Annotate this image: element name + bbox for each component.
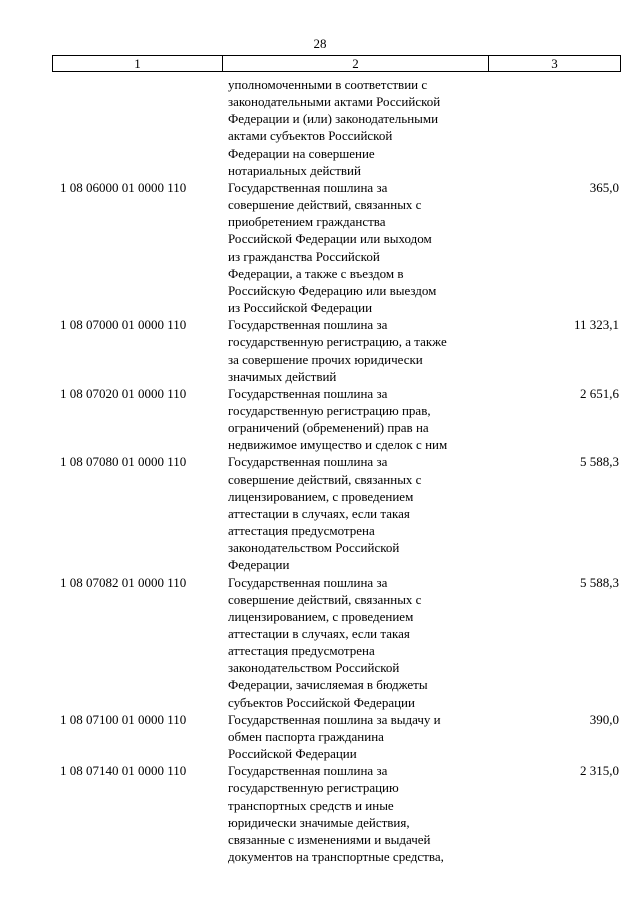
amount: 11 323,1 [573,317,619,333]
table-row [52,574,621,711]
page-number: 28 [313,36,327,51]
table-row [52,76,621,179]
budget-code: 1 08 07100 01 0000 110 [60,711,187,727]
amount: 2 651,6 [580,385,619,401]
revenue-description: Государственная пошлина за государственную регистрацию прав, ограничений (обременений) прав на недвижимое имущество и сделок с ним [228,385,448,453]
amount [488,76,621,179]
table-row [52,316,621,385]
table-body [52,76,621,865]
revenue-description: Государственная пошлина за совершение действий, связанных с лицензированием, с проведением аттестации в случаях, если такая аттестация предусмотрена законодательством Российской Федерации, зачисляемая в бюджеты субъектов Российской Федерации [228,574,428,710]
table-row [52,385,621,454]
budget-code: 1 08 07140 01 0000 110 [60,763,187,779]
revenue-description: уполномоченными в соответствии с законодательными актами Российской Федерации и (или) законодательными актами субъектов Российской Федерации на совершение нотариальных действий [228,77,441,178]
table-row [52,711,621,762]
amount: 365,0 [589,179,619,195]
column-header-1: 1 [53,56,223,71]
revenue-description: Государственная пошлина за совершение действий, связанных с приобретением гражданства Российской Федерации или выходом из гражданства Российской Федерации, а также с въездом в Российскую Федерацию или выездом из Российской Федерации [228,179,437,316]
revenue-description: Государственная пошлина за государственную регистрацию транспортных средств и иные юридически значимые действия, связанные с изменениями и выдачей документов на транспортные средства, [228,763,444,865]
budget-code [52,76,222,179]
budget-code: 1 08 07082 01 0000 110 [60,574,187,590]
amount: 5 588,3 [580,574,619,590]
amount: 390,0 [589,711,619,727]
column-header-3: 3 [551,56,558,71]
table-row [52,453,621,573]
table-row [52,762,621,865]
revenue-description: Государственная пошлина за выдачу и обмен паспорта гражданина Российской Федерации [228,711,441,762]
table-header [52,55,621,72]
budget-code: 1 08 07080 01 0000 110 [60,454,187,470]
column-header-2: 2 [223,56,489,71]
budget-code: 1 08 07000 01 0000 110 [60,317,187,333]
revenue-description: Государственная пошлина за совершение действий, связанных с лицензированием, с проведением аттестации в случаях, если такая аттестация предусмотрена законодательством Российской Федерации [228,454,422,573]
amount: 2 315,0 [580,763,619,779]
budget-code: 1 08 07020 01 0000 110 [60,385,187,401]
amount: 5 588,3 [580,454,619,470]
budget-code: 1 08 06000 01 0000 110 [60,179,187,195]
revenue-description: Государственная пошлина за государственную регистрацию, а также за совершение прочих юридически значимых действий [228,317,447,384]
table-row [52,179,621,316]
